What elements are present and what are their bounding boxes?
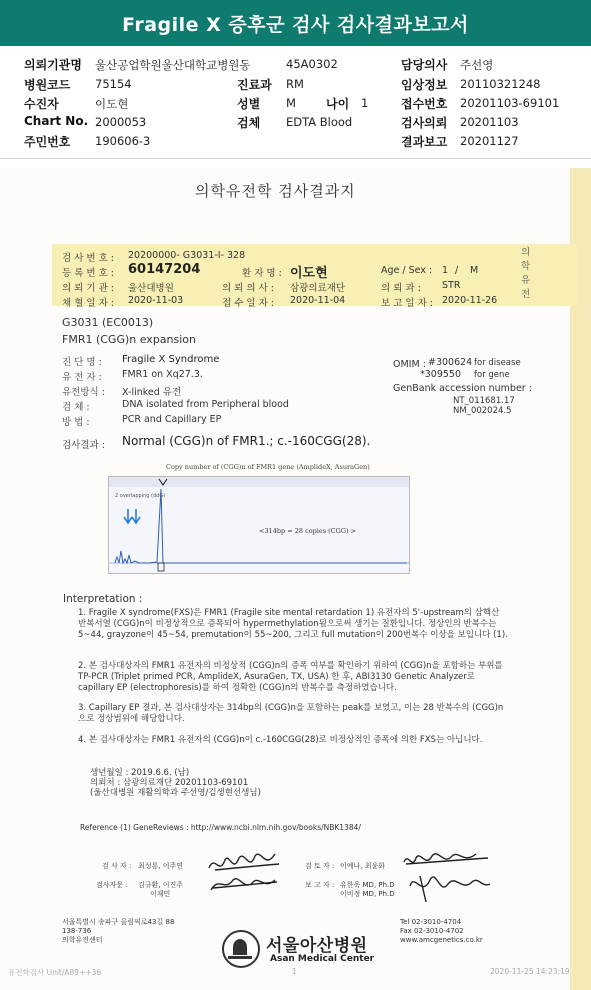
label-age: 나이 (326, 97, 350, 111)
divider (0, 158, 591, 159)
fax: Fax 02-3010-4702 (400, 927, 464, 935)
detail-label: 방 법 : (62, 417, 90, 428)
reference: Reference (1) GeneReviews : http://www.ncbi.nlm.nih.gov/books/NBK1384/ (80, 823, 361, 832)
extra-line-1: 생년월일 : 2019.6.6. (남) (90, 768, 190, 778)
value-request-date: 20201103 (460, 115, 519, 129)
genbank-1: NT_011681.17 (453, 396, 515, 406)
label-request-date: 검사의뢰 (401, 116, 448, 130)
label-department: 진료과 (237, 78, 272, 92)
hospital-seal-icon (222, 930, 260, 968)
interp-item-1: 1. Fragile X syndrome(FXS)은 FMR1 (Fragile site mental retardation 1) 유전자의 5'-upstream의 삼핵산 반복서열 (CGG)n이 비정상적으로 증폭되어 hypermethylation됨으로써 생기는 질환입니다. 정상인의 반복수는 5~44, grayzone이 45~54, premutation이 55~200, 그리고 full mutation이 200번복수 이상을 보입니다 (1). (78, 608, 508, 640)
label-receipt-no: 접수번호 (401, 97, 448, 111)
detail-label: 유전방식 : (62, 387, 105, 398)
value-patient: 이도현 (95, 97, 129, 111)
label-institution: 의뢰기관명 (24, 58, 82, 72)
value-chart-no: 2000053 (95, 115, 147, 129)
result-label: 검사결과 : (62, 440, 105, 451)
result-value: Normal (CGG)n of FMR1.; c.-160CGG(28). (122, 434, 371, 448)
value-department: RM (286, 77, 304, 91)
peak-box (158, 563, 164, 571)
value-report-date: 20201127 (460, 134, 519, 148)
electropherogram (108, 476, 410, 574)
trace-header-bar (109, 477, 409, 487)
report-banner (0, 0, 591, 46)
genbank-2: NM_002024.5 (453, 406, 512, 416)
side-label: 의 학 유 전 (521, 247, 531, 300)
tester-label: 검 사 자 : (102, 862, 132, 870)
detail-row (62, 354, 289, 369)
detail-value: PCR and Capillary EP (122, 414, 222, 425)
value-sex: M (286, 96, 296, 110)
omim-gene-note: for gene (474, 370, 510, 380)
trace-line (115, 489, 407, 563)
detail-label: 유 전 자 : (62, 372, 102, 383)
value-resident-no: 190606-3 (95, 134, 151, 148)
label-report-date: 결과보고 (401, 135, 448, 149)
report-date-value: 2020-11-26 (442, 295, 498, 306)
agesex-slash: / (455, 265, 459, 276)
bottom-left-stamp: 유전학검사 Unit/A89++36 (8, 968, 102, 977)
value-specimen: EDTA Blood (286, 115, 353, 129)
interp-item-2: 2. 본 검사대상자의 FMR1 유전자의 비정상적 (CGG)n의 증폭 여부를 확인하기 위하여 (CGG)n을 포함하는 부위를 TP-PCR (Triplet primed PCR, AmplideX, AsuraGen, TX, USA) 한 후, ABI3130 Genetic Analyzer로 capillary EP (electrophoresis)를 하여 정확한 (CGG)n의 반복수를 측정하였습니다. (78, 661, 503, 693)
label-hospital-code: 병원코드 (24, 78, 71, 92)
header-info (0, 52, 591, 152)
omim-label: OMIM : (393, 359, 426, 370)
hospital-name-en: Asan Medical Center (270, 954, 375, 964)
omim-disease-note: for disease (474, 358, 521, 368)
method-value: STR (442, 280, 461, 291)
website: www.amcgenetics.co.kr (400, 936, 483, 944)
label-chart-no: Chart No. (24, 114, 89, 128)
report-date-label: 보 고 일 자 : (381, 298, 433, 309)
extra-line-2: 의뢰처 : 삼광의료재단 20201103-69101 (90, 778, 249, 788)
receive-value: 2020-11-04 (290, 295, 346, 306)
receive-label: 접 수 일 자 : (222, 298, 274, 309)
page-number: 1 (292, 967, 297, 976)
supervisor-names: 김규환, 이진주 (138, 881, 184, 889)
label-sex: 성별 (237, 97, 261, 111)
omim-disease: #300624 (428, 357, 473, 368)
genbank-label: GenBank accession number : (393, 383, 532, 394)
supervisor-label: 검사자문 : (96, 881, 128, 889)
footer-address (62, 918, 174, 945)
value-age: 1 (361, 96, 369, 110)
label-doctor: 담당의사 (401, 58, 448, 72)
org-label: 의 뢰 기 관 : (62, 283, 114, 294)
footer-contact (400, 918, 483, 945)
reviewer-label: 검 토 자 : (305, 862, 335, 870)
omim-gene: *309550 (420, 369, 462, 380)
signature-reviewer (400, 846, 492, 904)
chart-note: <314bp = 28 copies (CGG) > (259, 527, 357, 535)
report-title: 의학유전학 검사결과지 (195, 182, 356, 200)
detail-value: DNA isolated from Peripheral blood (122, 399, 289, 410)
doctor-value: 삼광의료재단 (290, 283, 346, 294)
test-name: FMR1 (CGG)n expansion (62, 333, 197, 346)
reg-no: 60147204 (128, 262, 201, 277)
interp-item-3: 3. Capillary EP 결과, 본 검사대상자는 314bp의 (CGG)n을 포함하는 peak를 보였고, 이는 28 반복수의 (CGG)n으로 정상범위에 해당합니다. (78, 703, 504, 724)
sex-value: M (470, 265, 479, 276)
address-line: 서울특별시 송파구 올림픽로43길 88 (62, 918, 175, 926)
doctor-label: 의 뢰 의 사 : (222, 283, 274, 294)
agesex-label: Age / Sex : (381, 265, 433, 276)
value-doctor: 주선영 (460, 58, 494, 72)
interpretation-title: Interpretation : (63, 593, 143, 605)
detail-row (62, 399, 289, 414)
details-list (62, 354, 289, 429)
chart-inner-label: 2 overlapping (ddG) (115, 493, 166, 499)
label-resident-no: 주민번호 (24, 135, 71, 149)
supervisor-names-2: 이재민 (150, 890, 171, 898)
seal-base (228, 956, 252, 959)
extra-line-3: (울산대병원 재활의학과 주선영/김생현선생님) (90, 788, 261, 798)
reporter-label: 보 고 자 : (305, 881, 335, 889)
reporter-name-1: 유한욱 MD, Ph.D (340, 881, 395, 889)
tester-names: 최성룡, 이주연 (138, 862, 184, 870)
test-code: G3031 (EC0013) (62, 316, 154, 329)
detail-row (62, 369, 289, 384)
detail-label: 진 단 명 : (62, 357, 102, 368)
seal-emblem (233, 939, 247, 955)
exam-no-label: 검 사 번 호 : (62, 253, 114, 264)
signature-tester (205, 846, 283, 896)
detail-row (62, 384, 289, 399)
org-value: 울산대병원 (128, 283, 174, 294)
patient-name: 이도현 (290, 266, 328, 281)
label-specimen: 검체 (237, 116, 261, 130)
label-clinical-info: 임상정보 (401, 78, 448, 92)
center-name: 의학유전센터 (62, 936, 103, 944)
detail-row (62, 414, 289, 429)
value-clinical-info: 20110321248 (460, 77, 541, 91)
hospital-name-ko: 서울아산병원 (266, 936, 368, 956)
value-inst-code: 45A0302 (286, 57, 338, 71)
banner-title: Fragile X 증후군 검사 검사결과보고서 (122, 13, 469, 36)
electropherogram-trace (109, 477, 409, 573)
value-institution: 울산공업학원울산대학교병원동 (95, 58, 251, 72)
reporter-name-2: 이비정 MD, Ph.D (340, 890, 395, 898)
chart-caption: Copy number of (CGG)n of FMR1 gene (AmplideX, AsuraGen) (166, 463, 370, 471)
label-patient: 수진자 (24, 97, 59, 111)
value-hospital-code: 75154 (95, 77, 132, 91)
collect-label: 채 혈 일 자 : (62, 298, 114, 309)
detail-value: X-linked 유전 (122, 387, 182, 398)
value-receipt-no: 20201103-69101 (460, 96, 560, 110)
detail-value: FMR1 on Xq27.3. (122, 369, 203, 380)
exam-no: 20200000- G3031-I- 328 (128, 250, 246, 261)
postal-code: 138-736 (62, 927, 92, 935)
reg-no-label: 등 록 번 호 : (62, 268, 114, 279)
method-label: 의 뢰 과 : (381, 283, 421, 294)
reviewer-names: 이예나, 최윤화 (340, 862, 386, 870)
arrow-down-icon (132, 509, 140, 523)
detail-label: 검 체 : (62, 402, 90, 413)
print-timestamp: 2020-11-25 14:23:19 (490, 967, 570, 976)
patient-label: 환 자 명 : (242, 268, 282, 279)
collect-value: 2020-11-03 (128, 295, 184, 306)
interp-item-4: 4. 본 검사대상자는 FMR1 유전자의 (CGG)n이 c.-160CGG(28)로 비정상적인 증폭에 의한 FXS는 아닙니다. (78, 735, 483, 745)
detail-value: Fragile X Syndrome (122, 354, 220, 365)
age-value: 1 (442, 265, 449, 276)
arrow-down-icon (124, 509, 132, 523)
tel: Tel 02-3010-4704 (400, 918, 462, 926)
